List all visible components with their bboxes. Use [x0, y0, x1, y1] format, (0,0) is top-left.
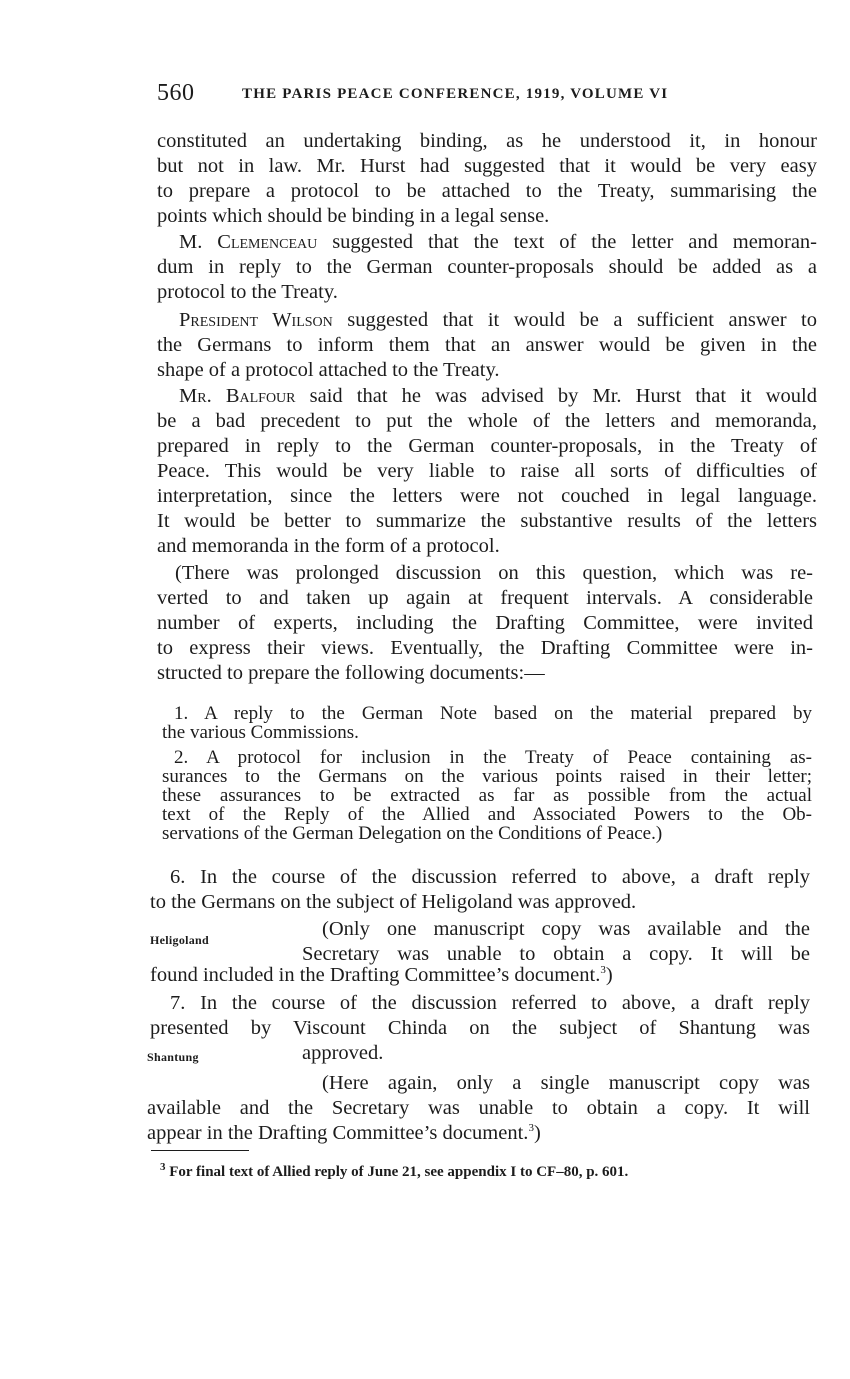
speaker-name: Mr. Balfour — [179, 385, 296, 407]
sidenote-shantung: Shantung — [147, 1050, 199, 1064]
text-line: 2. A protocol for inclusion in the Treaty of Peace containing as- — [174, 747, 812, 768]
footnote-divider — [151, 1150, 249, 1151]
footnote-marker: 3 — [160, 1161, 166, 1173]
text-line: and memoranda in the form of a protocol. — [157, 535, 500, 557]
text-line: to express their views. Eventually, the Drafting Committee were in- — [157, 637, 813, 659]
paragraph-section-7 — [150, 991, 810, 1041]
text-line: to the Germans on the subject of Heligoland was approved. — [150, 891, 637, 913]
text-segment: appear in the Drafting Committee’s document. — [147, 1122, 529, 1144]
text-line: protocol to the Treaty. — [157, 281, 338, 303]
text-segment: said that he was advised by Mr. Hurst that it would — [295, 385, 817, 407]
text-line: constituted an undertaking binding, as he understood it, in honour — [157, 130, 817, 152]
text-line: structed to prepare the following documents:— — [157, 662, 545, 684]
text-line: the Germans to inform them that an answer would be given in the — [157, 334, 817, 356]
footnote-ref: 3 — [600, 964, 606, 977]
text-line: interpretation, since the letters were not couched in legal language. — [157, 485, 817, 507]
text-line: (Here again, only a single manuscript copy was — [322, 1072, 810, 1094]
page-header — [157, 80, 817, 110]
text-line: be a bad precedent to put the whole of the letters and memoranda, — [157, 410, 817, 432]
text-line: presented by Viscount Chinda on the subject of Shantung was — [150, 1017, 810, 1039]
editorial-note-shantung — [302, 1071, 810, 1096]
text-line: dum in reply to the German counter-proposals should be added as a — [157, 256, 817, 278]
text-line — [150, 963, 810, 988]
text-line: verted to and taken up again at frequent intervals. A considerable — [157, 587, 813, 609]
text-line: prepared in reply to the German counter-proposals, in the Treaty of — [157, 435, 817, 457]
footnote-ref: 3 — [528, 1122, 534, 1135]
text-line: servations of the German Delegation on the Conditions of Peace.) — [162, 823, 663, 844]
text-segment: ) — [533, 1122, 541, 1144]
list-item — [162, 748, 812, 843]
footnote — [160, 1161, 629, 1181]
text-line: to prepare a protocol to be attached to the Treaty, summarising the — [157, 180, 817, 202]
text-line: number of experts, including the Drafting Committee, were invited — [157, 612, 813, 634]
text-line: approved. — [302, 1042, 384, 1064]
text-line: points which should be binding in a legal sense. — [157, 205, 550, 227]
text-line: shape of a protocol attached to the Treaty. — [157, 359, 500, 381]
paragraph-wilson — [157, 308, 817, 383]
text-line — [147, 1121, 810, 1146]
paragraph-section-6 — [150, 865, 810, 915]
text-segment: found included in the Drafting Committee’s document. — [150, 964, 601, 986]
text-line: surances to the Germans on the various points raised in their letter; — [162, 766, 812, 787]
text-line: the various Commissions. — [162, 722, 359, 743]
text-segment: ) — [605, 964, 613, 986]
text-line: It would be better to summarize the substantive results of the letters — [157, 510, 817, 532]
text-line: Peace. This would be very liable to raise all sorts of difficulties of — [157, 460, 817, 482]
text-line: text of the Reply of the Allied and Associated Powers to the Ob- — [162, 804, 812, 825]
editorial-note-heligoland-end — [150, 963, 810, 988]
text-line — [157, 384, 817, 409]
paragraph-hurst-protocol — [157, 129, 817, 229]
paragraph-clemenceau — [157, 230, 817, 305]
text-segment: suggested that it would be a sufficient answer to — [332, 309, 817, 331]
running-head: THE PARIS PEACE CONFERENCE, 1919, VOLUME VI — [242, 86, 669, 102]
footnote-text: For final text of Allied reply of June 21, see appendix I to CF–80, p. 601. — [165, 1164, 629, 1180]
speaker-name: President Wilson — [179, 309, 333, 331]
paragraph-balfour — [157, 384, 817, 559]
list-item — [162, 704, 812, 742]
text-line: (There was prolonged discussion on this question, which was re- — [175, 562, 813, 584]
text-line: available and the Secretary was unable to obtain a copy. It will — [147, 1097, 810, 1119]
editorial-note-shantung-cont — [147, 1096, 810, 1146]
text-line: 1. A reply to the German Note based on the material prepared by — [174, 703, 812, 724]
text-line: but not in law. Mr. Hurst had suggested that it would be very easy — [157, 155, 817, 177]
text-line: 7. In the course of the discussion referred to above, a draft reply — [170, 992, 810, 1014]
paragraph-discussion — [157, 561, 813, 686]
text-line — [157, 308, 817, 333]
editorial-note-heligoland — [302, 917, 810, 967]
text-line: Secretary was unable to obtain a copy. It will be — [302, 943, 810, 965]
speaker-name: M. Clemenceau — [179, 231, 318, 253]
text-line — [157, 230, 817, 255]
text-segment: suggested that the text of the letter and memoran- — [317, 231, 817, 253]
text-line: these assurances to be extracted as far as possible from the actual — [162, 785, 812, 806]
text-line: 6. In the course of the discussion referred to above, a draft reply — [170, 866, 810, 888]
text-line: (Only one manuscript copy was available and the — [322, 918, 810, 940]
sidenote-heligoland: Heligoland — [150, 933, 210, 947]
approved-line — [302, 1041, 810, 1066]
page-number: 560 — [157, 80, 195, 106]
